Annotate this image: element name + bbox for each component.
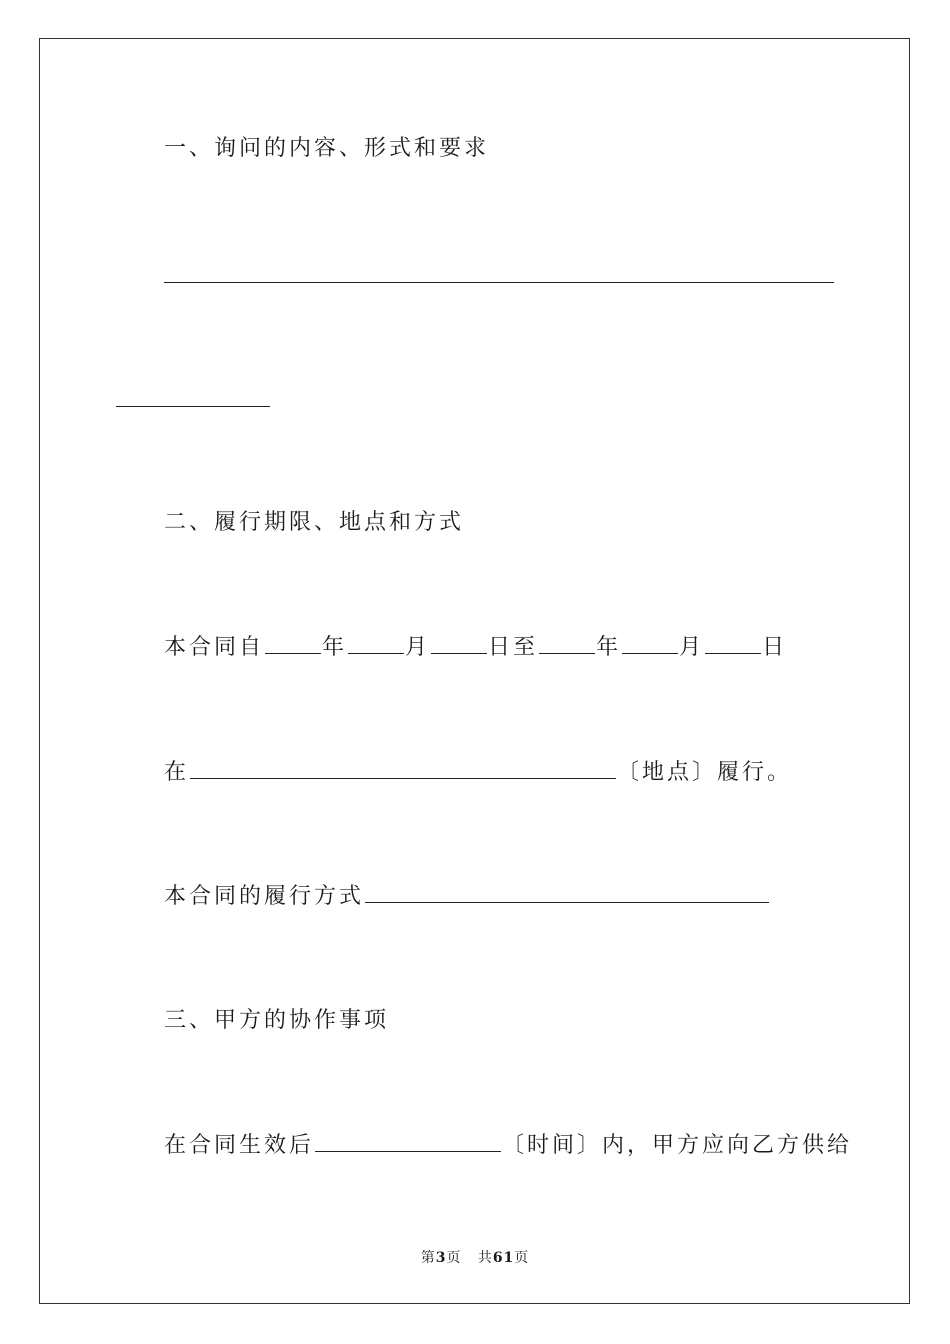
place-line — [164, 758, 792, 788]
start-year-blank[interactable] — [265, 635, 321, 654]
cooperation-prefix: 在合同生效后 — [164, 1133, 315, 1158]
method-blank[interactable] — [365, 884, 769, 903]
end-month-blank[interactable] — [622, 635, 678, 654]
start-month-blank[interactable] — [348, 635, 404, 654]
cooperation-suffix: 〔时间〕内，甲方应向乙方供给 — [502, 1133, 853, 1158]
cooperation-line — [164, 1131, 852, 1161]
period-line — [164, 633, 787, 663]
end-day-blank[interactable] — [705, 635, 761, 654]
footer-total-number: 61 — [492, 1250, 515, 1266]
method-line — [164, 882, 770, 912]
end-day-label: 日 — [762, 635, 788, 660]
footer-total-label: 共 — [477, 1250, 493, 1266]
place-prefix: 在 — [164, 760, 190, 785]
end-month-label: 月 — [679, 635, 705, 660]
page-border — [39, 38, 910, 1304]
fill-in-line-short[interactable] — [116, 406, 270, 407]
footer-total-unit: 页 — [514, 1250, 530, 1266]
start-day-label: 日至 — [488, 635, 539, 660]
fill-in-line-long[interactable] — [164, 282, 834, 283]
time-blank[interactable] — [315, 1133, 501, 1152]
section-3-heading: 三、甲方的协作事项 — [164, 1008, 390, 1033]
footer-page-unit: 页 — [446, 1250, 462, 1266]
section-2-heading: 二、履行期限、地点和方式 — [164, 510, 465, 535]
section-1-heading: 一、询问的内容、形式和要求 — [164, 136, 490, 161]
period-prefix: 本合同自 — [164, 635, 265, 660]
method-prefix: 本合同的履行方式 — [164, 884, 365, 909]
page-footer — [0, 1247, 950, 1267]
start-year-label: 年 — [322, 635, 348, 660]
end-year-label: 年 — [596, 635, 622, 660]
end-year-blank[interactable] — [539, 635, 595, 654]
footer-page-number: 3 — [435, 1250, 447, 1266]
footer-page-label: 第 — [420, 1250, 436, 1266]
place-suffix: 〔地点〕履行。 — [617, 760, 793, 785]
place-blank[interactable] — [190, 760, 616, 779]
start-month-label: 月 — [405, 635, 431, 660]
start-day-blank[interactable] — [431, 635, 487, 654]
